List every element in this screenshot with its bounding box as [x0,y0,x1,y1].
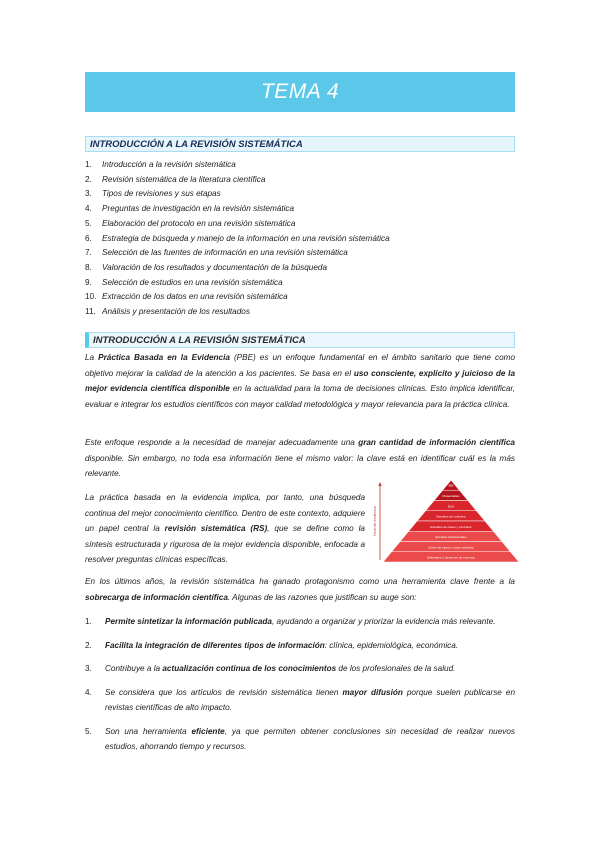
chapter-banner: TEMA 4 [85,72,515,112]
table-of-contents [85,158,515,320]
pyramid-level-label: Editoriales y opiniones de expertos [427,555,475,560]
toc-item: 8. Valoración de los resultados y documentación de la búsqueda [85,262,327,272]
pyramid-axis-arrowhead [378,482,381,486]
pyramid-axis-label: Nivel de evidencia [373,506,377,536]
toc-item: 10. Extracción de los datos en una revisión sistemática [85,292,288,302]
section-title-index: INTRODUCCIÓN A LA REVISIÓN SISTEMÁTICA [85,136,515,152]
pyramid-level-label: Series de casos o casos aislados [428,545,474,550]
paragraph-information-overload: En los últimos años, la revisión sistemática ha ganado protagonismo como una herramienta clave frente a la sobrecarga de información científica. Algunas de las razones que justifican su auge son: [85,577,515,602]
toc-item: 9. Selección de estudios en una revisión sistemática [85,277,283,287]
toc-item: 7. Selección de las fuentes de información en una revisión sistemática [85,248,348,258]
reason-item: 5. Son una herramienta eficiente, ya que permiten obtener conclusiones sin necesidad de realizar nuevos estudios, ahorrando tiempo y recursos. [85,726,515,751]
toc-item: 4. Preguntas de investigación en la revisión sistemática [85,204,295,214]
pyramid-layers [383,480,519,562]
reason-item: 3. Contribuye a la actualización continua de los conocimientos de los profesionales de la salud. [85,664,456,673]
pyramid-level-label: Estudios de casos y controles [430,524,472,529]
pyramid-level-label: Metaanálisis [442,494,460,499]
paragraph-systematic-review: La práctica basada en la evidencia implica, por tanto, una búsqueda continua del mejor conocimiento científico. Dentro de este contexto, adquiere un papel central la revisión sistemática (RS), que se define como la síntesis estructurada y rigurosa de la mejor evidencia disponible, enfocada a resolver preguntas clínicas específicas. [85,493,365,564]
toc-item: 11. Análisis y presentación de los resultados [85,307,250,317]
toc-item: 5. Elaboración del protocolo en una revisión sistemática [85,218,296,228]
reason-item: 2. Facilita la integración de diferentes tipos de información: clínica, epidemiológica, económica. [85,640,459,650]
toc-item: 3. Tipos de revisiones y sus etapas [85,189,221,199]
evidence-pyramid-figure [372,478,522,564]
toc-item: 2. Revisión sistemática de la literatura científica [85,174,266,184]
reason-item: 4. Se considera que los artículos de revisión sistemática tienen mayor difusión porque suelen publicarse en revistas científicas de alto impacto. [85,687,515,712]
reasons-list [85,614,515,763]
section-title-intro: INTRODUCCIÓN A LA REVISIÓN SISTEMÁTICA [85,332,515,348]
pyramid-level-label: RS [448,483,454,488]
paragraph-pbe: La Práctica Basada en la Evidencia (PBE) es un enfoque fundamental en el ámbito sanitario que tiene como objetivo mejorar la calidad de la atención a los pacientes. Se basa en el uso consciente, explícito y juicioso de la mejor evidencia científica disponible en la actualidad para la toma de decisiones clínicas. Esto implica identificar, evaluar e integrar los estudios científicos con mayor calidad metodológica y mayor relevancia para la práctica clínica. [85,353,516,409]
pyramid-level-label: Estudios de cohortes [436,514,466,519]
toc-item: 6. Estrategia de búsqueda y manejo de la información en una revisión sistemática [85,233,390,243]
reason-item: 1. Permite sintetizar la información publicada, ayudando a organizar y priorizar la evidencia más relevante. [85,617,496,626]
pyramid-level-label: ECA [447,504,455,509]
pyramid-level-label: Estudios transversales [435,535,467,540]
toc-item: 1. Introducción a la revisión sistemática [85,160,236,169]
paragraph-information-volume: Este enfoque responde a la necesidad de manejar adecuadamente una gran cantidad de información científica disponible. Sin embargo, no toda esa información tiene el mismo valor: la clave está en identificar cuál es la más relevante. [85,438,515,478]
